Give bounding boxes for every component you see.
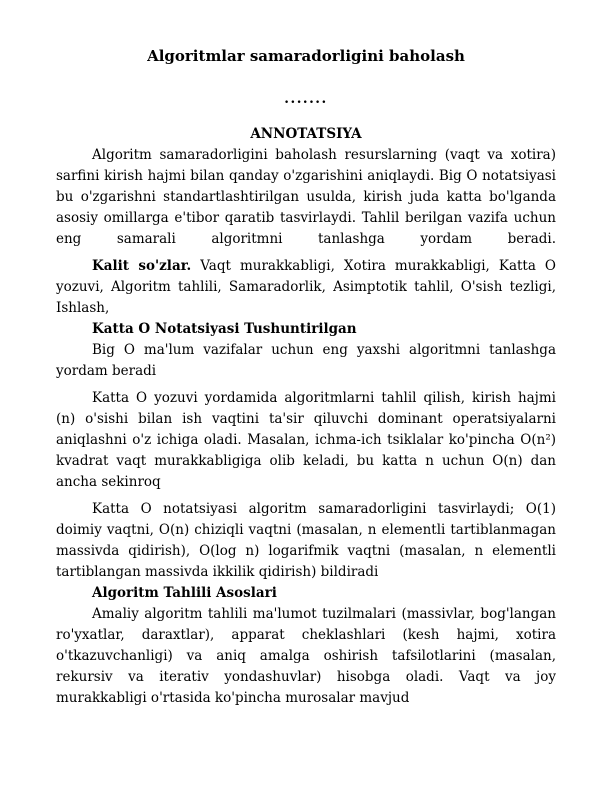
keywords-paragraph — [56, 256, 556, 319]
section-heading-algorithm-analysis: Algoritm Tahlili Asoslari — [92, 585, 277, 601]
keywords-label: Kalit so'zlar. — [92, 258, 192, 274]
document-title: Algoritmlar samaradorligini baholash — [147, 47, 465, 65]
annotation-heading: ANNOTATSIYA — [250, 126, 362, 142]
section-analysis-paragraph-1: Amaliy algoritm tahlili ma'lumot tuzilmalari (massivlar, bog'langan ro'yxatlar, daraxtlar), apparat cheklashlari (kesh hajmi, xotira o'tkazuvchanligi) va aniq amalga oshirish tafsilotlarini (masalan, rekursiv va iterativ yondashuvlar) hisobga oladi. Vaqt va joy murakkabligi o'rtasida ko'pincha murosalar mavjud — [56, 606, 556, 706]
section-big-o-paragraph-3: Katta O notatsiyasi algoritm samaradorligini tasvirlaydi; O(1) doimiy vaqtni, O(n) chiziqli vaqtni (masalan, n elementli tartiblanmagan massivda qidirish), O(log n) logarifmik vaqtni (masalan, n elementli tartiblangan massivda ikkilik qidirish) bildiradi — [56, 501, 556, 580]
annotation-paragraph: Algoritm samaradorligini baholash resurslarning (vaqt va xotira) sarfini kirish hajmi bilan qanday o'zgarishini aniqlaydi. Big O notatsiyasi bu o'zgarishni standartlashtirilgan usulda, kirish juda katta bo'lganda asosiy omillarga e'tibor qaratib tasvirlaydi. Tahlil berilgan vazifa uchun eng samarali algoritmni tanlashga yordam beradi. — [56, 147, 556, 247]
separator-dots: ....... — [284, 91, 328, 107]
section-big-o-paragraph-1: Big O ma'lum vazifalar uchun eng yaxshi algoritmni tanlashga yordam beradi — [56, 342, 556, 379]
keywords-text: Vaqt murakkabligi, Xotira murakkabligi, Katta O yozuvi, Algoritm tahlili, Samaradorlik, Asimptotik tahlil, O'sish tezligi, Ishlash, — [56, 258, 556, 316]
section-big-o-paragraph-2: Katta O yozuvi yordamida algoritmlarni tahlil qilish, kirish hajmi (n) o'sishi bilan ish vaqtini ta'sir qiluvchi dominant operatsiyalarni aniqlashni o'z ichiga oladi. Masalan, ichma-ich tsiklalar ko'pincha O(n²) kvadrat vaqt murakkabligiga olib keladi, bu katta n uchun O(n) dan ancha sekinroq — [56, 390, 556, 490]
section-heading-big-o-notation: Katta O Notatsiyasi Tushuntirilgan — [92, 321, 357, 337]
